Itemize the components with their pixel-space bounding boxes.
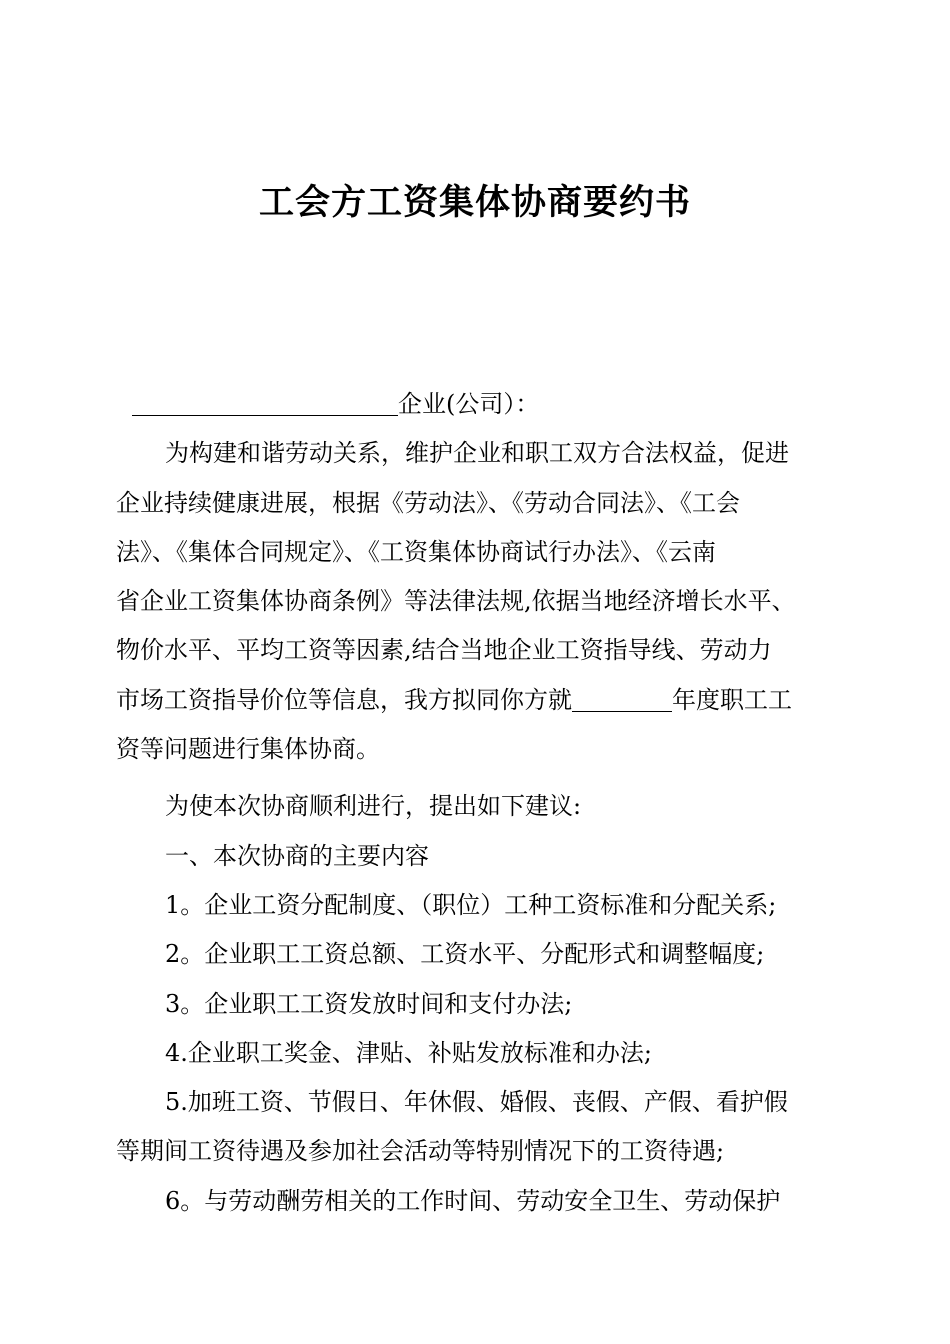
salutation-line: [116, 380, 840, 429]
section-heading: 一、本次协商的主要内容: [165, 841, 429, 870]
document-title: 工会方工资集体协商要约书: [258, 182, 691, 223]
list-item: 5.加班工资、节假日、年休假、婚假、丧假、产假、看护假: [165, 1088, 788, 1117]
paragraph-line: [116, 676, 840, 725]
proposal-intro: 为使本次协商顺利进行，提出如下建议:: [165, 792, 582, 821]
salutation-suffix: 企业(公司）：: [398, 390, 540, 418]
list-item: 4.企业职工奖金、津贴、补贴发放标准和办法;: [165, 1038, 652, 1067]
document-body: [116, 380, 840, 1226]
company-name-blank: [132, 385, 398, 416]
paragraph-gap: [116, 774, 840, 782]
paragraph-line: 为构建和谐劳动关系，维护企业和职工双方合法权益，促进: [165, 439, 789, 468]
paragraph-text: 市场工资指导价位等信息，我方拟同你方就: [116, 685, 572, 714]
list-item: 1。企业工资分配制度、（职位）工种工资标准和分配关系;: [165, 890, 777, 919]
paragraph-line: 物价水平、平均工资等因素,结合当地企业工资指导线、劳动力: [116, 636, 772, 665]
paragraph-line: 企业持续健康进展，根据《劳动法》、《劳动合同法》、《工会: [116, 488, 740, 517]
list-item-continued: 等期间工资待遇及参加社会活动等特别情况下的工资待遇;: [116, 1137, 725, 1166]
list-item: 3。企业职工工资发放时间和支付办法;: [165, 989, 573, 1018]
paragraph-line: 资等问题进行集体协商。: [116, 735, 380, 764]
paragraph-line: 法》、《集体合同规定》、《工资集体协商试行办法》、《云南: [116, 537, 716, 566]
paragraph-text: 年度职工工: [672, 685, 792, 714]
list-item: 6。与劳动酬劳相关的工作时间、劳动安全卫生、劳动保护: [165, 1186, 781, 1215]
paragraph-line: 省企业工资集体协商条例》等法律法规,依据当地经济增长水平、: [116, 587, 796, 616]
list-item: 2。企业职工工资总额、工资水平、分配形式和调整幅度;: [165, 940, 765, 969]
year-blank: [572, 681, 672, 712]
